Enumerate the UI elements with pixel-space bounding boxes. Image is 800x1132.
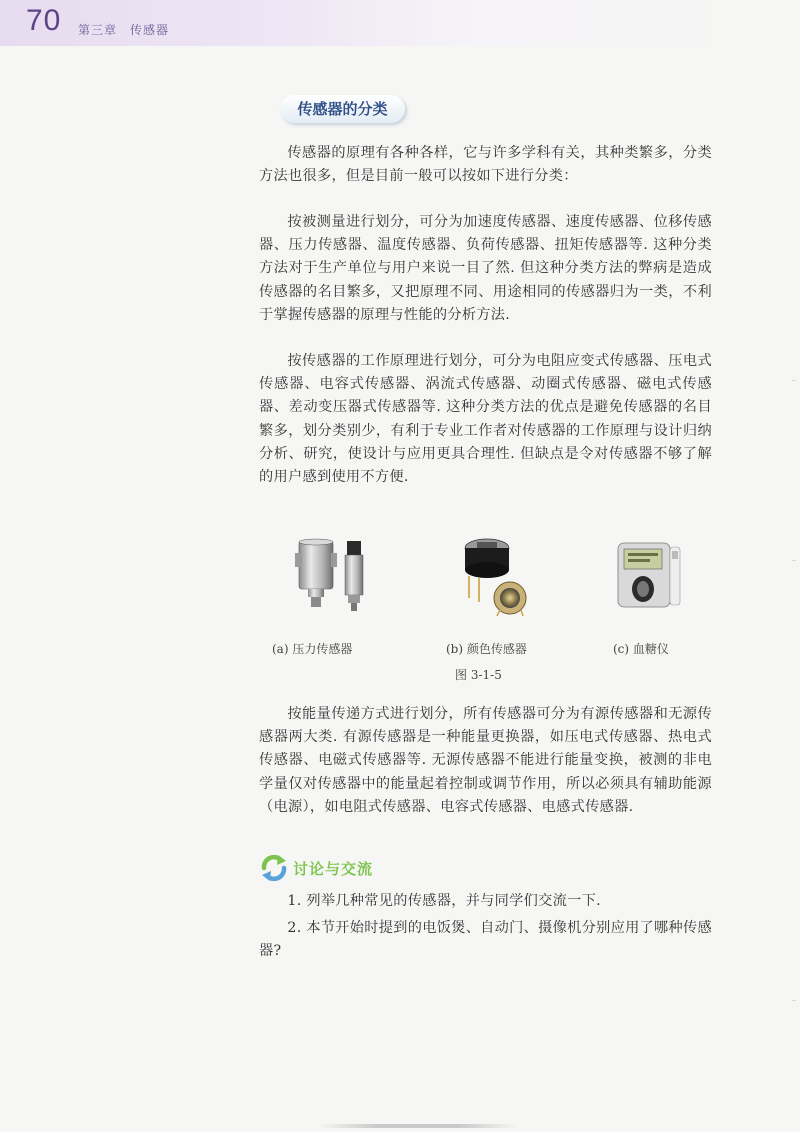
edge-mark: [792, 1000, 796, 1001]
paragraph-by-measurand: 按被测量进行划分，可分为加速度传感器、速度传感器、位移传感器、压力传感器、温度传感器、负荷传感器、扭矩传感器等. 这种分类方法对于生产单位与用户来说一目了然. 但这种分类方法的弊病是造成传感器的名目繁多，又把原理不同、用途相同的传感器归为一类，不利于掌握传感器的原理与性能的分析方法.: [259, 214, 712, 323]
edge-mark: [792, 560, 796, 561]
color-sensor-image: [455, 536, 535, 616]
page-bottom-rule: [318, 1124, 518, 1128]
paragraph-intro: 传感器的原理有各种各样，它与许多学科有关，其种类繁多，分类方法也很多，但是目前一般可以按如下进行分类：: [259, 145, 712, 185]
figure-caption-a: (a) 压力传感器: [272, 642, 353, 656]
pressure-sensor-image: [281, 537, 376, 615]
discussion-item-1: 1. 列举几种常见的传感器，并与同学们交流一下.: [287, 893, 601, 909]
page-number: 70: [26, 4, 62, 37]
section-title: 传感器的分类: [280, 95, 405, 123]
paragraph-by-energy: 按能量传递方式进行划分，所有传感器可分为有源传感器和无源传感器两大类. 有源传感器是一种能量更换器，如压电式传感器、热电式传感器、电磁式传感器等. 无源传感器不能进行能量变换，被测的非电学量仅对传感器中的能量起着控制或调节作用，所以必须具有辅助能源（电源），如电阻式传感器、电容式传感器、电感式传感器.: [259, 706, 712, 815]
page-header-band: [0, 0, 800, 46]
paragraph-by-principle: 按传感器的工作原理进行划分，可分为电阻应变式传感器、压电式传感器、电容式传感器、涡流式传感器、动圈式传感器、磁电式传感器、差动变压器式传感器等. 这种分类方法的优点是避免传感器的名目繁多，划分类别少，有利于专业工作者对传感器的工作原理与设计归纳分析、研究，使设计与应用更具合理性. 但缺点是令对传感器不够了解的用户感到使用不方便.: [259, 353, 712, 486]
figure-label: 图 3-1-5: [455, 668, 502, 682]
discussion-item-2: 2. 本节开始时提到的电饭煲、自动门、摄像机分别应用了哪种传感器?: [259, 920, 712, 960]
figure-caption-b: (b) 颜色传感器: [446, 642, 527, 656]
discussion-title: 讨论与交流: [293, 860, 374, 878]
figure-caption-c: (c) 血糖仪: [613, 642, 669, 656]
chapter-title: 第三章 传感器: [78, 23, 170, 37]
glucose-meter-image: [614, 541, 684, 611]
discussion-arrows-icon: [259, 853, 289, 883]
edge-mark: [792, 380, 796, 381]
